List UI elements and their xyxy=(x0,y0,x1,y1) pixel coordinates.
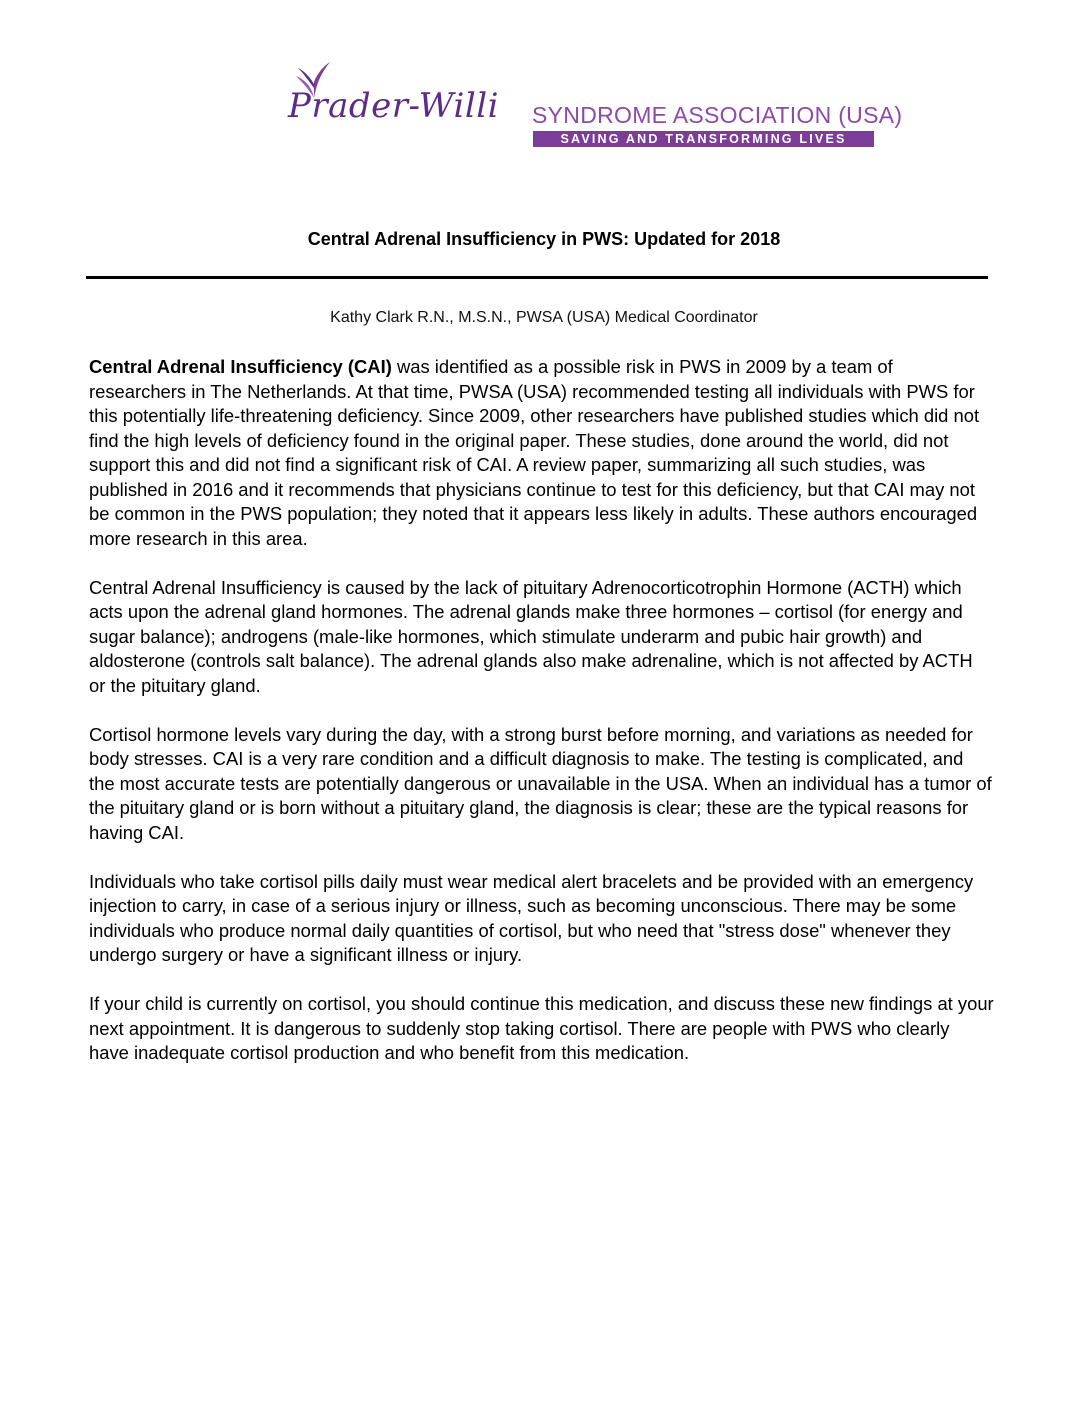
paragraph-text: If your child is currently on cortisol, you should continue this medication, and discuss these new findings at your next appointment. It is dangerous to suddenly stop taking cortisol. There are people with PWS who clearly have inadequate cortisol production and who benefit from this medication. xyxy=(89,993,994,1063)
logo-association-text: SYNDROME ASSOCIATION (USA) xyxy=(532,102,903,128)
paragraph-3 xyxy=(89,723,994,846)
paragraph-text: Individuals who take cortisol pills daily must wear medical alert bracelets and be provided with an emergency injection to carry, in case of a serious injury or illness, such as becoming unconscious. There may be some individuals who produce normal daily quantities of cortisol, but who need that "stress dose" whenever they undergo surgery or have a significant illness or injury. xyxy=(89,870,974,965)
paragraph-text: Cortisol hormone levels vary during the day, with a strong burst before morning, and variations as needed for body stresses. CAI is a very rare condition and a difficult diagnosis to make. The testing is complicated, and the most accurate tests are potentially dangerous or unavailable in the USA. When an individual has a tumor of the pituitary gland or is born without a pituitary gland, the diagnosis is clear; these are the typical reasons for having CAI. xyxy=(89,723,992,843)
logo-script-text: Prader-Willi xyxy=(288,86,500,126)
paragraph-1 xyxy=(89,355,994,551)
paragraph-5 xyxy=(89,992,994,1066)
author-line: Kathy Clark R.N., M.S.N., PWSA (USA) Medical Coordinator xyxy=(330,309,758,326)
paragraph-lead: Central Adrenal Insufficiency (CAI) xyxy=(89,356,392,377)
paragraph-4 xyxy=(89,870,994,968)
paragraph-text: was identified as a possible risk in PWS in 2009 by a team of researchers in The Netherlands. At that time, PWSA (USA) recommended testing all individuals with PWS for this potentially life-threatening deficiency. Since 2009, other researchers have published studies which did not find the high levels of deficiency found in the original paper. These studies, done around the world, did not support this and did not find a significant risk of CAI. A review paper, summarizing all such studies, was published in 2016 and it recommends that physicians continue to test for this deficiency, but that CAI may not be common in the PWS population; they noted that it appears less likely in adults. These authors encouraged more research in this area. xyxy=(89,356,980,549)
pwsa-logo xyxy=(286,58,903,150)
document-title: Central Adrenal Insufficiency in PWS: Updated for 2018 xyxy=(307,229,781,249)
paragraph-text: Central Adrenal Insufficiency is caused by the lack of pituitary Adrenocorticotrophin Hormone (ACTH) which acts upon the adrenal gland hormones. The adrenal glands make three hormones – cortisol (for energy and sugar balance); androgens (male-like hormones, which stimulate underarm and pubic hair growth) and aldosterone (controls salt balance). The adrenal glands also make adrenaline, which is not affected by ACTH or the pituitary gland. xyxy=(89,576,973,696)
logo-tagline: SAVING AND TRANSFORMING LIVES xyxy=(533,131,874,147)
document-body xyxy=(89,355,994,1090)
title-divider xyxy=(86,276,988,279)
paragraph-2 xyxy=(89,576,994,699)
